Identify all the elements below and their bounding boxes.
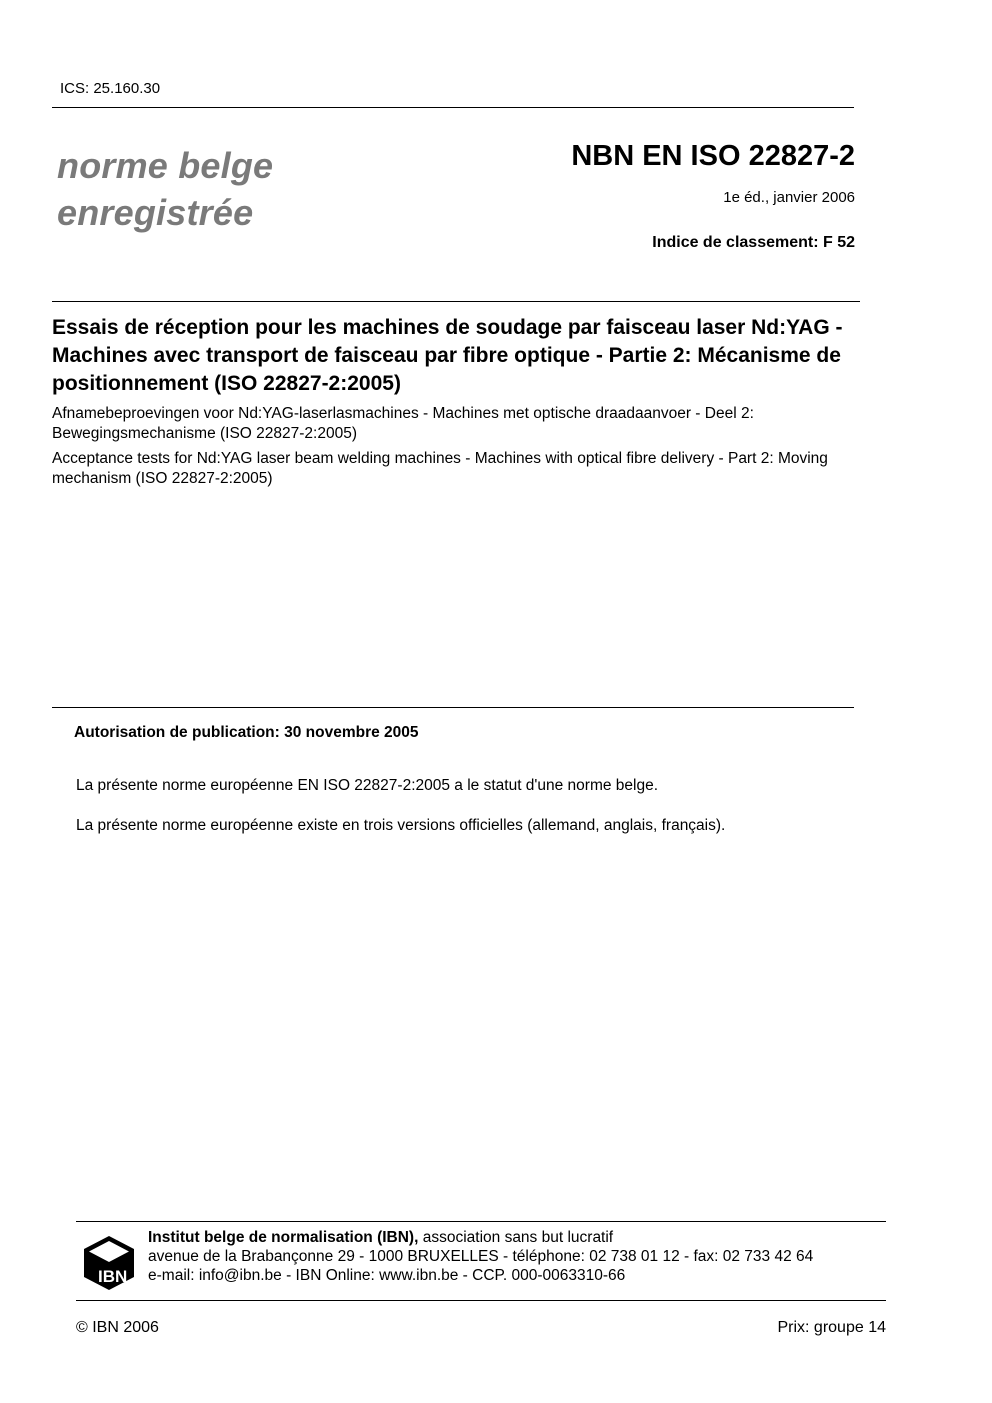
brand-line-1: norme belge bbox=[57, 145, 274, 186]
title-rule bbox=[52, 301, 860, 302]
institute-address: avenue de la Brabançonne 29 - 1000 BRUXELLES - téléphone: 02 738 01 12 - fax: 02 733 42 64 bbox=[148, 1248, 814, 1265]
title-english: Acceptance tests for Nd:YAG laser beam welding machines - Machines with optical fibre delivery - Part 2: Moving mechanism (ISO 22827-2:2005) bbox=[52, 450, 828, 487]
institute-type: association sans but lucratif bbox=[418, 1229, 614, 1246]
brand-title bbox=[57, 142, 273, 236]
publication-authorization: Autorisation de publication: 30 novembre 2005 bbox=[74, 724, 419, 741]
logo-text: IBN bbox=[98, 1267, 128, 1286]
ibn-logo-icon bbox=[83, 1235, 135, 1291]
institute-info bbox=[148, 1228, 813, 1285]
body-rule bbox=[52, 707, 854, 708]
ics-code: ICS: 25.160.30 bbox=[60, 80, 161, 97]
footer-bottom-rule bbox=[76, 1300, 886, 1301]
footer-top-rule bbox=[76, 1221, 886, 1222]
institute-contact: e-mail: info@ibn.be - IBN Online: www.ibn.be - CCP. 000-0063310-66 bbox=[148, 1267, 626, 1284]
title-dutch: Afnamebeproevingen voor Nd:YAG-laserlasmachines - Machines met optische draadaanvoer - Deel 2: Bewegingsmechanisme (ISO 22827-2:2005) bbox=[52, 405, 754, 442]
copyright: © IBN 2006 bbox=[76, 1319, 159, 1336]
title-french: Essais de réception pour les machines de soudage par faisceau laser Nd:YAG - Machines avec transport de faisceau par fibre optique - Partie 2: Mécanisme de positionnement (ISO 22827-2:2005) bbox=[52, 316, 843, 395]
institute-line bbox=[148, 1228, 813, 1247]
header-rule bbox=[52, 107, 854, 108]
versions-paragraph: La présente norme européenne existe en trois versions officielles (allemand, anglais, français). bbox=[76, 817, 726, 834]
brand-line-2: enregistrée bbox=[57, 192, 254, 233]
edition-date: 1e éd., janvier 2006 bbox=[723, 189, 855, 206]
classification-index: Indice de classement: F 52 bbox=[652, 234, 855, 251]
institute-name: Institut belge de normalisation (IBN), bbox=[148, 1229, 419, 1246]
status-paragraph: La présente norme européenne EN ISO 22827-2:2005 a le statut d'une norme belge. bbox=[76, 777, 659, 794]
price-group: Prix: groupe 14 bbox=[777, 1319, 886, 1336]
standard-number: NBN EN ISO 22827-2 bbox=[571, 140, 855, 172]
